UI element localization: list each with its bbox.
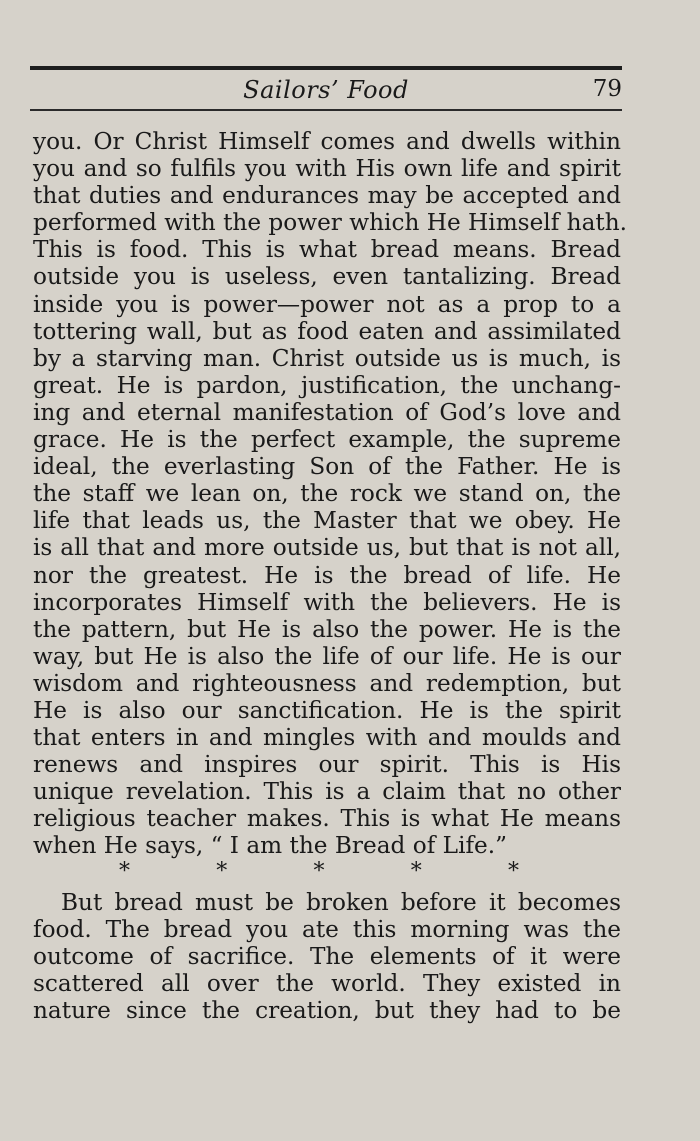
text-line: by a starving man. Christ outside us is much, is [33,344,621,372]
running-head [30,74,622,106]
text-line: inside you is power—power not as a prop to a [33,290,621,318]
running-title: Sailors’ Food [243,76,409,104]
text-line: when He says, “ I am the Bread of Life.” [33,832,508,860]
section-separator [119,860,519,884]
text-line: is all that and more outside us, but that is not all, [33,534,621,562]
text-line: you and so fulfils you with His own life and spirit [33,155,621,183]
text-line: great. He is pardon, justification, the unchang- [33,371,621,399]
header-rule-bottom [30,109,622,111]
text-line: life that leads us, the Master that we obey. He [33,507,621,535]
text-line: renews and inspires our spirit. This is His [33,751,621,779]
separator-asterisk: * [508,858,519,884]
header-rule-top [30,66,622,70]
text-line: you. Or Christ Himself comes and dwells within [33,128,621,155]
text-line: that enters in and mingles with and moulds and [33,724,621,752]
text-line: outside you is useless, even tantalizing. Bread [33,263,621,291]
text-line: grace. He is the perfect example, the supreme [33,426,621,454]
text-line: outcome of sacrifice. The elements of it were [33,942,621,970]
paragraph-1 [33,128,628,860]
text-line: But bread must be broken before it becomes [61,888,621,916]
text-line: ing and eternal manifestation of God’s love and [33,398,621,426]
text-line: He is also our sanctification. He is the spirit [33,696,621,724]
text-line: unique revelation. This is a claim that no other [33,778,621,806]
separator-asterisk: * [216,858,228,884]
text-line: nor the greatest. He is the bread of life. He [33,561,621,589]
text-line: food. The bread you ate this morning was the [33,915,621,943]
text-line: the pattern, but He is also the power. He is the [33,615,621,643]
text-line: performed with the power which He Himself hath. [33,209,628,237]
body-text [33,128,628,1024]
text-line: scattered all over the world. They existed in [33,969,621,997]
text-line: wisdom and righteousness and redemption, but [33,669,621,697]
text-line: ideal, the everlasting Son of the Father. He is [33,453,621,481]
separator-asterisk: * [313,858,325,884]
text-line: way, but He is also the life of our life. He is our [33,642,621,670]
text-line: incorporates Himself with the believers. He is [33,588,621,616]
separator-asterisk: * [119,858,130,884]
page-number: 79 [592,76,622,102]
text-line: tottering wall, but as food eaten and assimilated [33,317,621,345]
paragraph-2 [33,889,621,1024]
text-line: religious teacher makes. This is what He means [33,805,621,833]
separator-asterisk: * [410,858,422,884]
text-line: that duties and endurances may be accepted and [33,182,621,210]
text-line: nature since the creation, but they had to be [33,996,621,1024]
text-line: This is food. This is what bread means. Bread [33,236,621,264]
text-line: the staff we lean on, the rock we stand on, the [33,480,621,508]
